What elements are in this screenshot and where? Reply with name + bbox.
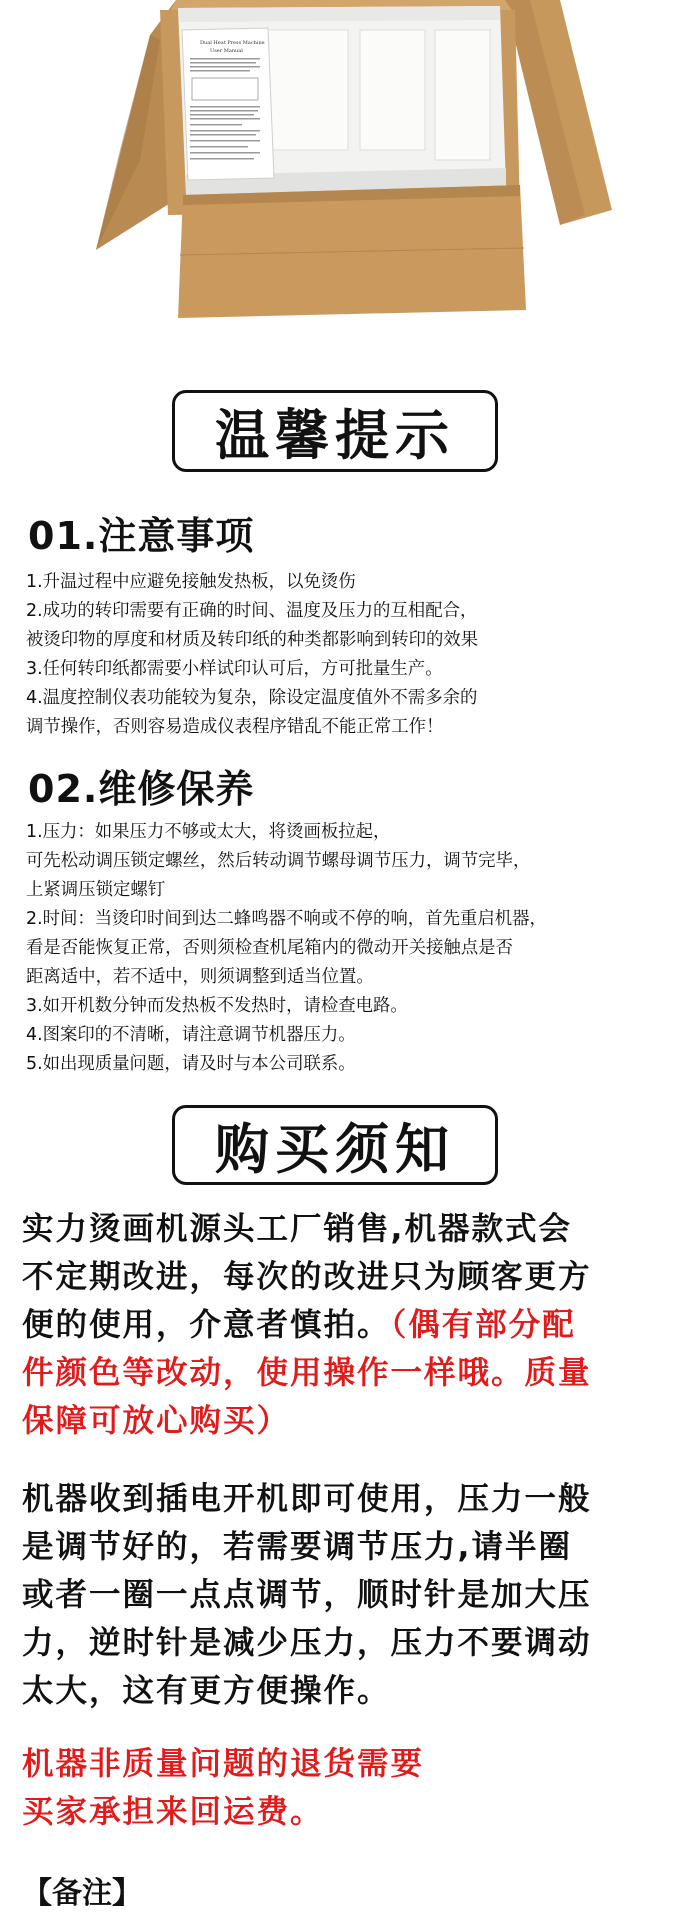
paragraph-line: 太大，这有更方便操作。 <box>22 1673 391 1709</box>
maintenance-line: 上紧调压锁定螺钉 <box>26 880 166 900</box>
policy-line: 机器非质量问题的退货需要 <box>22 1746 425 1782</box>
manual-title-1: Dual Heat Press Machine <box>200 40 265 46</box>
maintenance-line: 4.图案印的不清晰，请注意调节机器压力。 <box>26 1025 356 1045</box>
notes-line: 1.升温过程中应避免接触发热板，以免烫伤 <box>26 572 356 592</box>
maintenance-list <box>26 818 676 1079</box>
paragraph-line: 机器收到插电开机即可使用，压力一般 <box>22 1481 592 1517</box>
paragraph-line: 或者一圈一点点调节，顺时针是加大压 <box>22 1577 592 1613</box>
product-photo <box>0 0 691 320</box>
notes-line: 4.温度控制仪表功能较为复杂，除设定温度值外不需多余的 <box>26 688 478 708</box>
notes-line: 2.成功的转印需要有正确的时间、温度及压力的互相配合， <box>26 601 478 621</box>
paragraph-line: 不定期改进，每次的改进只为顾客更方 <box>22 1259 592 1295</box>
return-policy <box>22 1740 672 1836</box>
title-warm-tips: 温馨提示 <box>172 390 498 472</box>
notes-list <box>26 568 676 742</box>
maintenance-line: 1.压力：如果压力不够或太大，将烫画板拉起， <box>26 822 391 842</box>
paragraph-line: 是调节好的，若需要调节压力,请半圈 <box>22 1529 572 1565</box>
maintenance-line: 看是否能恢复正常，否则须检查机尾箱内的微动开关接触点是否 <box>26 938 513 958</box>
maintenance-line: 3.如开机数分钟而发热板不发热时，请检查电路。 <box>26 996 408 1016</box>
usage-paragraph <box>22 1475 672 1715</box>
maintenance-line: 可先松动调压锁定螺丝，然后转动调节螺母调节压力，调节完毕， <box>26 851 531 871</box>
remark-label: 【备注】 <box>22 1876 142 1911</box>
notes-line: 被烫印物的厚度和材质及转印纸的种类都影响到转印的效果 <box>26 630 479 650</box>
paragraph-text: 便的使用，介意者慎拍。 <box>22 1307 391 1343</box>
red-note: （偶有部分配 <box>390 1307 576 1343</box>
manual-title-2: User Manual <box>210 48 243 54</box>
paragraph-line: 实力烫画机源头工厂销售,机器款式会 <box>22 1211 572 1247</box>
maintenance-line: 距离适中，若不适中，则须调整到适当位置。 <box>26 967 374 987</box>
notes-line: 调节操作，否则容易造成仪表程序错乱不能正常工作！ <box>26 717 444 737</box>
maintenance-line: 2.时间：当烫印时间到达二蜂鸣器不响或不停的响，首先重启机器， <box>26 909 547 929</box>
title-purchase-notice: 购买须知 <box>172 1105 498 1185</box>
section-heading-maintenance: 02.维修保养 <box>28 767 255 811</box>
paragraph-line: 力，逆时针是减少压力，压力不要调动 <box>22 1625 592 1661</box>
purchase-paragraph <box>22 1205 672 1445</box>
red-note-line: 件颜色等改动，使用操作一样哦。质量 <box>22 1355 592 1391</box>
red-note-line: 保障可放心购买） <box>22 1403 291 1439</box>
section-heading-notes: 01.注意事项 <box>28 514 255 558</box>
notes-line: 3.任何转印纸都需要小样试印认可后，方可批量生产。 <box>26 659 443 679</box>
policy-line: 买家承担来回运费。 <box>22 1794 324 1830</box>
maintenance-line: 5.如出现质量问题，请及时与本公司联系。 <box>26 1054 356 1074</box>
paragraph-line <box>22 1301 672 1349</box>
